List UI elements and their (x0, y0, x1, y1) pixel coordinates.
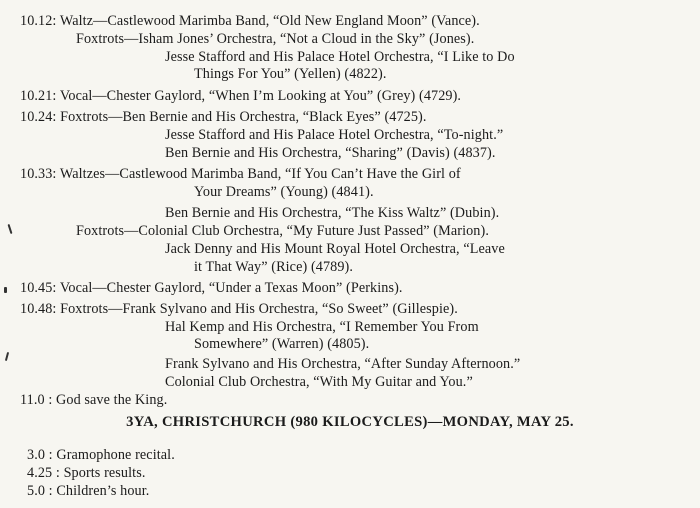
schedule-line: 4.25 : Sports results. (27, 465, 146, 481)
schedule-line: 3.0 : Gramophone recital. (27, 447, 175, 463)
ink-speck (5, 352, 9, 361)
programme-line: 10.12: Waltz—Castlewood Marimba Band, “Old New England Moon” (Vance). (20, 13, 480, 29)
programme-line: 11.0 : God save the King. (20, 392, 168, 408)
programme-line: Frank Sylvano and His Orchestra, “After Sunday Afternoon.” (165, 356, 521, 372)
station-heading: 3YA, CHRISTCHURCH (980 KILOCYCLES)—MONDAY, MAY 25. (126, 414, 574, 430)
programme-line: Foxtrots—Isham Jones’ Orchestra, “Not a Cloud in the Sky” (Jones). (76, 31, 475, 47)
programme-line: Your Dreams” (Young) (4841). (194, 184, 374, 200)
programme-line: Jesse Stafford and His Palace Hotel Orchestra, “To-night.” (165, 127, 504, 143)
programme-line: 10.48: Foxtrots—Frank Sylvano and His Orchestra, “So Sweet” (Gillespie). (20, 301, 458, 317)
programme-line: Somewhere” (Warren) (4805). (194, 336, 370, 352)
programme-line: Things For You” (Yellen) (4822). (194, 66, 387, 82)
schedule-line: 5.0 : Children’s hour. (27, 483, 150, 499)
programme-line: Colonial Club Orchestra, “With My Guitar and You.” (165, 374, 473, 390)
ink-speck (8, 224, 13, 234)
ink-speck (4, 287, 7, 293)
programme-line: Jack Denny and His Mount Royal Hotel Orchestra, “Leave (165, 241, 505, 257)
programme-line: it That Way” (Rice) (4789). (194, 259, 354, 275)
programme-line: Ben Bernie and His Orchestra, “The Kiss Waltz” (Dubin). (165, 205, 500, 221)
programme-line: Jesse Stafford and His Palace Hotel Orchestra, “I Like to Do (165, 49, 515, 65)
programme-line: Foxtrots—Colonial Club Orchestra, “My Future Just Passed” (Marion). (76, 223, 489, 239)
programme-line: 10.33: Waltzes—Castlewood Marimba Band, “If You Can’t Have the Girl of (20, 166, 461, 182)
programme-line: 10.45: Vocal—Chester Gaylord, “Under a Texas Moon” (Perkins). (20, 280, 403, 296)
programme-line: Hal Kemp and His Orchestra, “I Remember You From (165, 319, 479, 335)
programme-line: 10.21: Vocal—Chester Gaylord, “When I’m Looking at You” (Grey) (4729). (20, 88, 462, 104)
programme-line: Ben Bernie and His Orchestra, “Sharing” (Davis) (4837). (165, 145, 496, 161)
programme-line: 10.24: Foxtrots—Ben Bernie and His Orchestra, “Black Eyes” (4725). (20, 109, 427, 125)
